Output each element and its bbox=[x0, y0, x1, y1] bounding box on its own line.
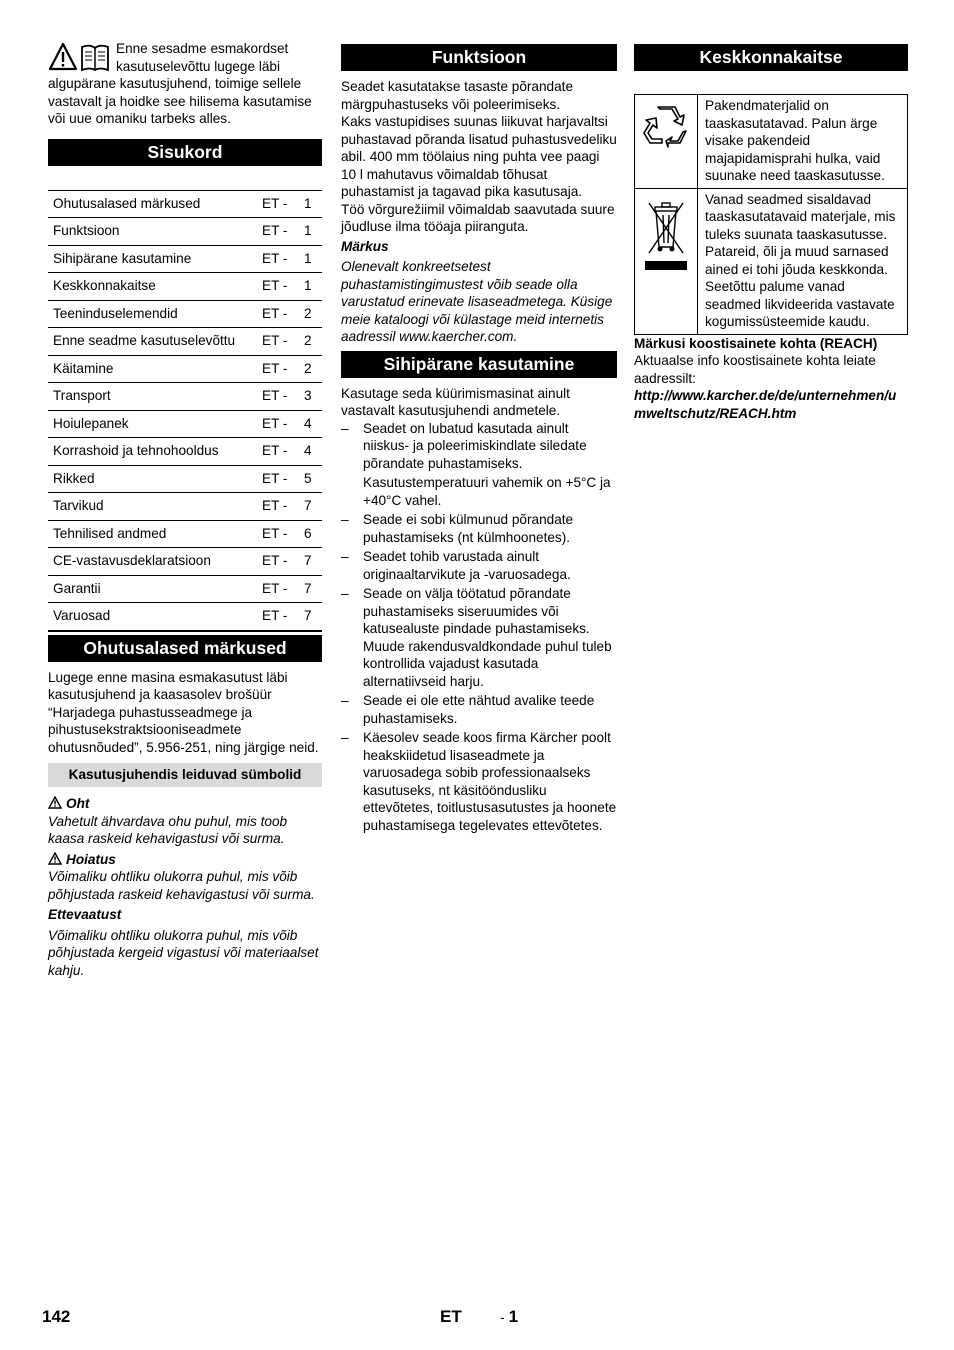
caution-text: Võimaliku ohtliku olukorra puhul, mis võib põhjustada kergeid vigastusi või materiaalset kahju. bbox=[48, 927, 319, 978]
toc-entry-page: 3 bbox=[304, 383, 322, 411]
function-p2: Kaks vastupidises suunas liikuvat harjavaltsi puhastavad põranda lisatud puhastusvedeliku abil. 400 mm töölaius ning puhta vee paagi 10 l mahutavus võimaldab tõhusat puhastamist ja tagavad pika kasutusaja. bbox=[341, 114, 617, 199]
toc-entry-code: ET - bbox=[262, 190, 304, 218]
list-item: – Seade ei sobi külmunud põrandate puhastamiseks (nt külmhoonetes). bbox=[341, 511, 617, 546]
toc-entry-code: ET - bbox=[262, 328, 304, 356]
toc-entry-label: Funktsioon bbox=[48, 218, 262, 246]
warning-label: Hoiatus bbox=[66, 851, 116, 867]
toc-entry-page: 4 bbox=[304, 410, 322, 438]
toc-entry-label: Keskkonnakaitse bbox=[48, 273, 262, 301]
toc-entry-page: 1 bbox=[304, 218, 322, 246]
intended-use-heading: Sihipärane kasutamine bbox=[341, 351, 617, 378]
toc-entry-label: Tehnilised andmed bbox=[48, 520, 262, 548]
toc-entry-page: 2 bbox=[304, 355, 322, 383]
table-row bbox=[48, 245, 322, 273]
toc-entry-page: 1 bbox=[304, 245, 322, 273]
table-row bbox=[48, 465, 322, 493]
environment-table bbox=[634, 94, 908, 335]
toc-entry-code: ET - bbox=[262, 438, 304, 466]
intended-use-intro: Kasutage seda küürimismasinat ainult vastavalt kasutusjuhendi andmetele. bbox=[341, 385, 570, 418]
toc-entry-code: ET - bbox=[262, 520, 304, 548]
toc-entry-page: 1 bbox=[304, 190, 322, 218]
table-row bbox=[48, 410, 322, 438]
table-row bbox=[635, 188, 908, 334]
toc-entry-page: 2 bbox=[304, 328, 322, 356]
list-item: – Seade ei ole ette nähtud avalike teede puhastamiseks. bbox=[341, 692, 617, 727]
table-row bbox=[48, 190, 322, 218]
toc-entry-label: Varuosad bbox=[48, 603, 262, 631]
toc-entry-code: ET - bbox=[262, 465, 304, 493]
footer-lang: ET bbox=[440, 1307, 462, 1326]
toc-entry-page: 7 bbox=[304, 493, 322, 521]
disposal-text: Vanad seadmed sisaldavad taaskasutatavaid materjale, mis tuleks suunata taaskasutusse. Patareid, õli ja muud sarnased ained ei tohi jõuda keskkonda. Seetõttu palume vanad seadmed likvideerida vastavate kogumissüsteemide kaudu. bbox=[698, 188, 908, 334]
table-row bbox=[48, 218, 322, 246]
intro-block bbox=[48, 40, 322, 128]
table-row bbox=[48, 300, 322, 328]
toc-entry-code: ET - bbox=[262, 493, 304, 521]
symbols-heading: Kasutusjuhendis leiduvad sümbolid bbox=[48, 763, 322, 787]
reach-heading: Märkusi koostisainete kohta (REACH) bbox=[634, 335, 878, 351]
environment-heading: Keskkonnakaitse bbox=[634, 44, 908, 71]
table-row bbox=[48, 383, 322, 411]
toc-entry-code: ET - bbox=[262, 218, 304, 246]
warning-triangle-icon bbox=[48, 852, 62, 865]
danger-label-row bbox=[48, 795, 322, 813]
function-p3: Töö võrgurežiimil võimaldab saavutada suure jõudluse ilma tööaja piiranguta. bbox=[341, 201, 615, 234]
crossed-bin-icon bbox=[641, 195, 691, 275]
table-row bbox=[48, 548, 322, 576]
caution-label: Ettevaatust bbox=[48, 907, 122, 922]
toc-entry-code: ET - bbox=[262, 410, 304, 438]
toc-entry-label: Hoiulepanek bbox=[48, 410, 262, 438]
list-item: – Seadet tohib varustada ainult originaaltarvikute ja -varuosadega. bbox=[341, 548, 617, 583]
column-right bbox=[634, 40, 908, 422]
table-row bbox=[48, 273, 322, 301]
toc-entry-code: ET - bbox=[262, 355, 304, 383]
toc-entry-label: Sihipärane kasutamine bbox=[48, 245, 262, 273]
toc-entry-page: 2 bbox=[304, 300, 322, 328]
toc-entry-label: Garantii bbox=[48, 575, 262, 603]
table-row bbox=[48, 493, 322, 521]
toc-entry-label: Teeninduselemendid bbox=[48, 300, 262, 328]
toc-entry-code: ET - bbox=[262, 300, 304, 328]
toc-entry-page: 7 bbox=[304, 575, 322, 603]
toc-entry-label: Rikked bbox=[48, 465, 262, 493]
toc-entry-page: 7 bbox=[304, 603, 322, 631]
toc-entry-page: 7 bbox=[304, 548, 322, 576]
toc-entry-page: 6 bbox=[304, 520, 322, 548]
reach-text: Aktuaalse info koostisainete kohta leiate aadressilt: bbox=[634, 353, 876, 386]
toc-entry-label: Enne seadme kasutuselevõttu bbox=[48, 328, 262, 356]
safety-heading: Ohutusalased märkused bbox=[48, 635, 322, 662]
packaging-text: Pakendmaterjalid on taaskasutatavad. Palun ärge visake pakendeid majapidamisprahi hulka, vaid suunake need taaskasutusse. bbox=[698, 95, 908, 189]
table-row bbox=[48, 438, 322, 466]
toc-entry-code: ET - bbox=[262, 548, 304, 576]
danger-text: Vahetult ähvardava ohu puhul, mis toob kaasa raskeid kehavigastusi või surma. bbox=[48, 813, 288, 846]
table-row bbox=[48, 575, 322, 603]
table-row bbox=[635, 95, 908, 189]
reach-link[interactable]: http://www.karcher.de/de/unternehmen/umweltschutz/REACH.htm bbox=[634, 388, 897, 421]
toc-entry-label: Transport bbox=[48, 383, 262, 411]
toc-entry-page: 5 bbox=[304, 465, 322, 493]
list-item: – Seadet on lubatud kasutada ainult niiskus- ja poleerimiskindlate siledate põrandate puhastamiseks. Kasutustemperatuuri vahemik on +5°C ja +40°C vahel. bbox=[341, 420, 617, 510]
function-p1: Seadet kasutatakse tasaste põrandate märgpuhastuseks või poleerimiseks. bbox=[341, 79, 574, 112]
toc-table bbox=[48, 190, 322, 632]
note-label: Märkus bbox=[341, 238, 389, 254]
footer-section-page: - 1 bbox=[500, 1307, 519, 1326]
toc-entry-code: ET - bbox=[262, 575, 304, 603]
toc-entry-label: Käitamine bbox=[48, 355, 262, 383]
toc-heading: Sisukord bbox=[48, 139, 322, 166]
table-row bbox=[48, 355, 322, 383]
list-item: – Seade on välja töötatud põrandate puhastamiseks siseruumides või katusealuste pindade puhastamiseks. Muude rakendusvaldkondade puhul tuleb kontrollida vajadust kasutada alternatiivseid harju. bbox=[341, 585, 617, 690]
note-text: Olenevalt konkreetsetest puhastamistingimustest võib seade olla varustatud erinevate lisaseadmetega. Küsige meie kataloogi või külastage meid internetis aadressil www.kaercher.com. bbox=[341, 259, 613, 344]
table-row bbox=[48, 520, 322, 548]
toc-entry-label: CE-vastavusdeklaratsioon bbox=[48, 548, 262, 576]
recycling-icon bbox=[640, 101, 692, 153]
toc-entry-label: Ohutusalased märkused bbox=[48, 190, 262, 218]
list-item: – Käesolev seade koos firma Kärcher poolt heakskiidetud lisaseadmete ja varuosadega sobib professionaalseks kasutuseks, nt käsitööndusliku ettevõtetes, toitlustusasutustes ja hoonete puhastamisega tegelevates ettevõtetes. bbox=[341, 729, 617, 834]
toc-entry-code: ET - bbox=[262, 383, 304, 411]
intended-use-list bbox=[341, 420, 617, 835]
column-left bbox=[48, 40, 322, 979]
warning-text: Võimaliku ohtliku olukorra puhul, mis võib põhjustada raskeid kehavigastusi või surma. bbox=[48, 869, 315, 902]
toc-entry-page: 4 bbox=[304, 438, 322, 466]
table-row bbox=[48, 603, 322, 631]
function-heading: Funktsioon bbox=[341, 44, 617, 71]
toc-entry-code: ET - bbox=[262, 245, 304, 273]
toc-entry-code: ET - bbox=[262, 603, 304, 631]
warning-label-row bbox=[48, 851, 322, 869]
warning-manual-icon bbox=[48, 42, 114, 72]
column-middle bbox=[341, 40, 617, 836]
toc-entry-label: Tarvikud bbox=[48, 493, 262, 521]
danger-label: Oht bbox=[66, 796, 90, 811]
table-row bbox=[48, 328, 322, 356]
toc-entry-code: ET - bbox=[262, 273, 304, 301]
page-number: 142 bbox=[42, 1307, 71, 1326]
intro-text: Enne sesadme esmakordset kasutuselevõttu lugege läbi algupärane kasutusjuhend, toimige sellele vastavalt ja hoidke see hilisema kasutamise või uue omaniku tarbeks alles. bbox=[48, 41, 312, 126]
toc-entry-label: Korrashoid ja tehnohooldus bbox=[48, 438, 262, 466]
safety-text: Lugege enne masina esmakasutust läbi kasutusjuhend ja kaasasolev brošüür “Harjadega puhastusseadmege ja pihustusekstraktsiooniseadmete ohutusnõuded”, 5.956-251, ning järgige neid. bbox=[48, 669, 319, 755]
toc-entry-page: 1 bbox=[304, 273, 322, 301]
warning-triangle-icon bbox=[48, 796, 62, 809]
